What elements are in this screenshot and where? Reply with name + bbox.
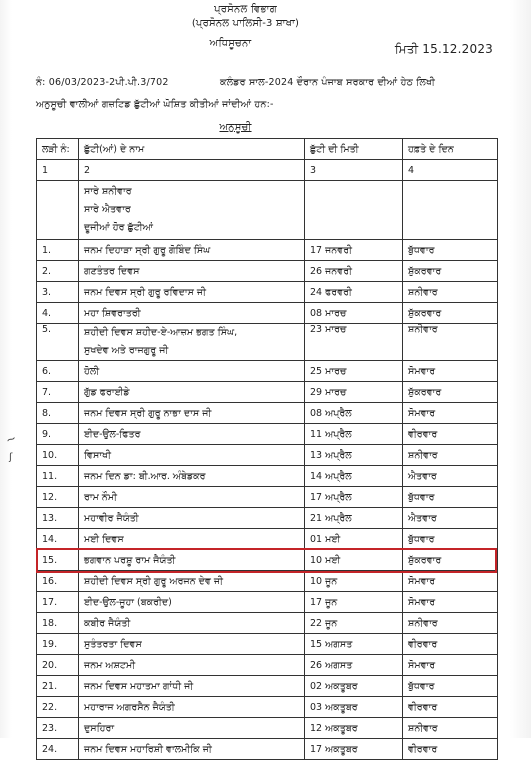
serial-cell: 17. (37, 592, 79, 613)
holiday-name-cell: ਜਨਮ ਦਿਵਸ ਮਹਾਤਮਾ ਗਾਂਧੀ ਜੀ (79, 676, 305, 697)
serial-cell: 1. (37, 240, 79, 261)
weekday-cell: ਬੁੱਧਵਾਰ (403, 240, 498, 261)
holiday-name-cell: ਜਨਮ ਦਿਨ ਡਾ: ਬੀ.ਆਰ. ਅੰਬੇਡਕਰ (79, 466, 305, 487)
weekday-cell: ਬੁੱਧਵਾਰ (403, 676, 498, 697)
margin-pen-mark: ~ (3, 430, 19, 448)
serial-cell: 19. (37, 634, 79, 655)
notification-date: ਮਿਤੀ 15.12.2023 (394, 42, 493, 56)
serial-cell: 3. (37, 282, 79, 303)
table-row (37, 261, 498, 282)
serial-cell: 20. (37, 655, 79, 676)
holiday-name-cell: ਕਬੀਰ ਜੈਯੰਤੀ (79, 613, 305, 634)
col-name-header: ਛੁੱਟੀ(ਆਂ) ਦੇ ਨਾਮ (79, 139, 305, 160)
serial-cell: 7. (37, 382, 79, 403)
col-date-header: ਛੁੱਟੀ ਦੀ ਮਿਤੀ (305, 139, 403, 160)
weekday-cell: ਸੋਮਵਾਰ (403, 571, 498, 592)
table-row (37, 240, 498, 261)
holiday-name-cell: ਮਈ ਦਿਵਸ (79, 529, 305, 550)
index-cell: 1 (37, 160, 79, 181)
holiday-name-cell: ਭਗਵਾਨ ਪਰਸ਼ੂ ਰਾਮ ਜੈਯੰਤੀ (79, 550, 305, 571)
table-row (37, 655, 498, 676)
col-serial-header: ਲੜੀ ਨੰ: (37, 139, 79, 160)
holiday-name-cell: ਦੁਸਹਿਰਾ (79, 718, 305, 739)
holiday-name-cell: ਈਦ-ਉਲ-ਜੂਹਾ (ਬਕਰੀਦ) (79, 592, 305, 613)
col-day-header: ਹਫ਼ਤੇ ਦੇ ਦਿਨ (403, 139, 498, 160)
weekday-cell: ਵੀਰਵਾਰ (403, 697, 498, 718)
serial-cell: 5. (37, 324, 79, 361)
holiday-name-line: ਸੁਖਦੇਵ ਅਤੇ ਰਾਜਗੁਰੂ ਜੀ (84, 345, 169, 356)
serial-cell: 22. (37, 697, 79, 718)
serial-cell: 16. (37, 571, 79, 592)
holiday-name-line: ਸ਼ਹੀਦੀ ਦਿਵਸ ਸ਼ਹੀਦ-ਏ-ਆਜ਼ਮ ਭਗਤ ਸਿੰਘ, (84, 327, 238, 338)
general-holidays-cell (79, 181, 305, 240)
table-row (37, 676, 498, 697)
serial-cell: 23. (37, 718, 79, 739)
table-row (37, 613, 498, 634)
holiday-table (36, 138, 498, 760)
intro-line-1: ਕਲੰਡਰ ਸਾਲ-2024 ਦੌਰਾਨ ਪੰਜਾਬ ਸਰਕਾਰ ਦੀਆਂ ਹੇਠ ਲਿਖੀ (220, 77, 436, 88)
header-row (37, 139, 498, 160)
holiday-name-cell: ਜਨਮ ਦਿਵਸ ਸ੍ਰੀ ਗੁਰੂ ਰਵਿਦਾਸ ਜੀ (79, 282, 305, 303)
reference-number: ਨੰ: 06/03/2023-2ਪੀ.ਪੀ.3/702 (36, 77, 169, 88)
weekday-cell: ਸੋਮਵਾਰ (403, 403, 498, 424)
table-row (37, 697, 498, 718)
holiday-name-cell (79, 324, 305, 361)
table-row (37, 718, 498, 739)
table-row (37, 592, 498, 613)
table-row (37, 303, 498, 324)
table-row (37, 550, 498, 571)
general-holiday: ਸਾਰੇ ਐਤਵਾਰ (84, 204, 131, 215)
holiday-date-cell: 13 ਅਪ੍ਰੈਲ (305, 445, 403, 466)
holiday-name-cell: ਰਾਮ ਨੌਮੀ (79, 487, 305, 508)
holiday-name-cell: ਸ਼ਹੀਦੀ ਦਿਵਸ ਸ੍ਰੀ ਗੁਰੂ ਅਰਜਨ ਦੇਵ ਜੀ (79, 571, 305, 592)
department-heading: ਪ੍ਰਸੋਨਲ ਵਿਭਾਗ (214, 4, 277, 15)
table-row (37, 403, 498, 424)
weekday-cell: ਬੁੱਧਵਾਰ (403, 487, 498, 508)
holiday-date-cell: 17 ਜਨਵਰੀ (305, 240, 403, 261)
weekday-cell: ਸ਼ੁੱਕਰਵਾਰ (403, 303, 498, 324)
holiday-date-cell: 10 ਜੂਨ (305, 571, 403, 592)
holiday-date-cell: 23 ਮਾਰਚ (305, 324, 403, 361)
holiday-date-cell: 26 ਅਗਸਤ (305, 655, 403, 676)
holiday-name-cell: ਵਿਸਾਖੀ (79, 445, 305, 466)
holiday-date-cell: 11 ਅਪ੍ਰੈਲ (305, 424, 403, 445)
holiday-name-cell: ਜਨਮ ਦਿਵਸ ਸ੍ਰੀ ਗੁਰੂ ਨਾਭਾ ਦਾਸ ਜੀ (79, 403, 305, 424)
weekday-cell: ਵੀਰਵਾਰ (403, 424, 498, 445)
holiday-date-cell: 26 ਜਨਵਰੀ (305, 261, 403, 282)
holiday-date-cell: 01 ਮਈ (305, 529, 403, 550)
holiday-name-cell: ਈਦ-ਉਲ-ਫਿਤਰ (79, 424, 305, 445)
empty-cell (403, 181, 498, 240)
table-body (37, 160, 498, 760)
table-row (37, 634, 498, 655)
branch-heading: (ਪ੍ਰਸੋਨਲ ਪਾਲਿਸੀ-3 ਸ਼ਾਖਾ) (191, 18, 300, 29)
table-row (37, 487, 498, 508)
holiday-name-cell: ਮਹਾ ਸ਼ਿਵਰਾਤਰੀ (79, 303, 305, 324)
index-cell: 2 (79, 160, 305, 181)
weekday-cell: ਸ਼ਨੀਵਾਰ (403, 282, 498, 303)
weekday-cell: ਸ਼ਨੀਵਾਰ (403, 445, 498, 466)
weekday-cell: ਸ਼ਨੀਵਾਰ (403, 324, 498, 361)
holiday-name-cell: ਜਨਮ ਦਿਹਾੜਾ ਸ੍ਰੀ ਗੁਰੂ ਗੋਬਿੰਦ ਸਿੰਘ (79, 240, 305, 261)
holiday-name-cell: ਮਹਾਰਾਜ ਅਗਰਸੈਨ ਜੈਯੰਤੀ (79, 697, 305, 718)
serial-cell: 10. (37, 445, 79, 466)
holiday-date-cell: 22 ਜੂਨ (305, 613, 403, 634)
table-row (37, 445, 498, 466)
serial-cell: 18. (37, 613, 79, 634)
weekday-cell: ਸੋਮਵਾਰ (403, 655, 498, 676)
table-row (37, 739, 498, 760)
table-row (37, 466, 498, 487)
serial-cell: 9. (37, 424, 79, 445)
weekday-cell: ਸੋਮਵਾਰ (403, 361, 498, 382)
serial-cell: 11. (37, 466, 79, 487)
holiday-date-cell: 02 ਅਕਤੂਬਰ (305, 676, 403, 697)
weekday-cell: ਸ਼ੁੱਕਰਵਾਰ (403, 550, 498, 571)
serial-cell: 24. (37, 739, 79, 760)
weekday-cell: ਐਤਵਾਰ (403, 466, 498, 487)
weekday-cell: ਸ਼ਨੀਵਾਰ (403, 718, 498, 739)
holiday-date-cell: 12 ਅਕਤੂਬਰ (305, 718, 403, 739)
table-row (37, 529, 498, 550)
holiday-date-cell: 14 ਅਪ੍ਰੈਲ (305, 466, 403, 487)
serial-cell: 8. (37, 403, 79, 424)
weekday-cell: ਸ਼ੁੱਕਰਵਾਰ (403, 382, 498, 403)
weekday-cell: ਸ਼ੁੱਕਰਵਾਰ (403, 261, 498, 282)
serial-cell: 4. (37, 303, 79, 324)
serial-cell: 12. (37, 487, 79, 508)
holiday-date-cell: 03 ਅਕਤੂਬਰ (305, 697, 403, 718)
general-holiday: ਸਾਰੇ ਸ਼ਨੀਵਾਰ (84, 186, 132, 197)
holiday-date-cell: 29 ਮਾਰਚ (305, 382, 403, 403)
serial-cell: 21. (37, 676, 79, 697)
holiday-name-cell: ਗਣਤੰਤਰ ਦਿਵਸ (79, 261, 305, 282)
holiday-name-cell: ਜਨਮ ਦਿਵਸ ਮਹਾਰਿਸ਼ੀ ਵਾਲਮੀਕਿ ਜੀ (79, 739, 305, 760)
table-row (37, 282, 498, 303)
weekday-cell: ਵੀਰਵਾਰ (403, 739, 498, 760)
holiday-name-cell: ਮਹਾਵੀਰ ਜੈਯੰਤੀ (79, 508, 305, 529)
table-row (37, 361, 498, 382)
index-cell: 4 (403, 160, 498, 181)
weekday-cell: ਸ਼ਨੀਵਾਰ (403, 613, 498, 634)
holiday-name-cell: ਗੁੱਡ ਫਰਾਈਡੇ (79, 382, 305, 403)
intro-line-2: ਅਨੁਸੂਚੀ ਵਾਲੀਆਂ ਗਜ਼ਟਿਡ ਛੁੱਟੀਆਂ ਘੋਸ਼ਿਤ ਕੀਤੀਆਂ ਜਾਂਦੀਆਂ ਹਨ:- (36, 99, 274, 110)
general-holidays-row (37, 181, 498, 240)
table-row (37, 382, 498, 403)
holiday-name-cell: ਹੋਲੀ (79, 361, 305, 382)
notification-heading: ਅਧਿਸੂਚਨਾ (209, 38, 252, 49)
holiday-name-cell: ਸੁਤੰਤਰਤਾ ਦਿਵਸ (79, 634, 305, 655)
holiday-date-cell: 15 ਅਗਸਤ (305, 634, 403, 655)
table-row (37, 324, 498, 361)
margin-pen-mark-2: ʃ (9, 452, 13, 463)
index-row (37, 160, 498, 181)
table-row (37, 424, 498, 445)
serial-cell: 13. (37, 508, 79, 529)
schedule-title: ਅਨੁਸੂਚੀ (219, 122, 252, 133)
holiday-date-cell: 17 ਅਕਤੂਬਰ (305, 739, 403, 760)
general-holiday: ਦੂਜੀਆਂ ਹੋਰ ਛੁੱਟੀਆਂ (84, 222, 154, 233)
weekday-cell: ਸੋਮਵਾਰ (403, 592, 498, 613)
serial-cell: 2. (37, 261, 79, 282)
holiday-date-cell: 17 ਅਪ੍ਰੈਲ (305, 487, 403, 508)
index-cell: 3 (305, 160, 403, 181)
serial-cell: 14. (37, 529, 79, 550)
serial-cell: 15. (37, 550, 79, 571)
holiday-date-cell: 24 ਫਰਵਰੀ (305, 282, 403, 303)
holiday-date-cell: 08 ਅਪ੍ਰੈਲ (305, 403, 403, 424)
holiday-date-cell: 08 ਮਾਰਚ (305, 303, 403, 324)
table-row (37, 571, 498, 592)
serial-cell: 6. (37, 361, 79, 382)
table-row (37, 508, 498, 529)
weekday-cell: ਬੁੱਧਵਾਰ (403, 529, 498, 550)
holiday-date-cell: 17 ਜੂਨ (305, 592, 403, 613)
holiday-name-cell: ਜਨਮ ਅਸ਼ਟਮੀ (79, 655, 305, 676)
holiday-date-cell: 25 ਮਾਰਚ (305, 361, 403, 382)
holiday-date-cell: 10 ਮਈ (305, 550, 403, 571)
weekday-cell: ਵੀਰਵਾਰ (403, 634, 498, 655)
empty-cell (37, 181, 79, 240)
holiday-date-cell: 21 ਅਪ੍ਰੈਲ (305, 508, 403, 529)
empty-cell (305, 181, 403, 240)
weekday-cell: ਐਤਵਾਰ (403, 508, 498, 529)
